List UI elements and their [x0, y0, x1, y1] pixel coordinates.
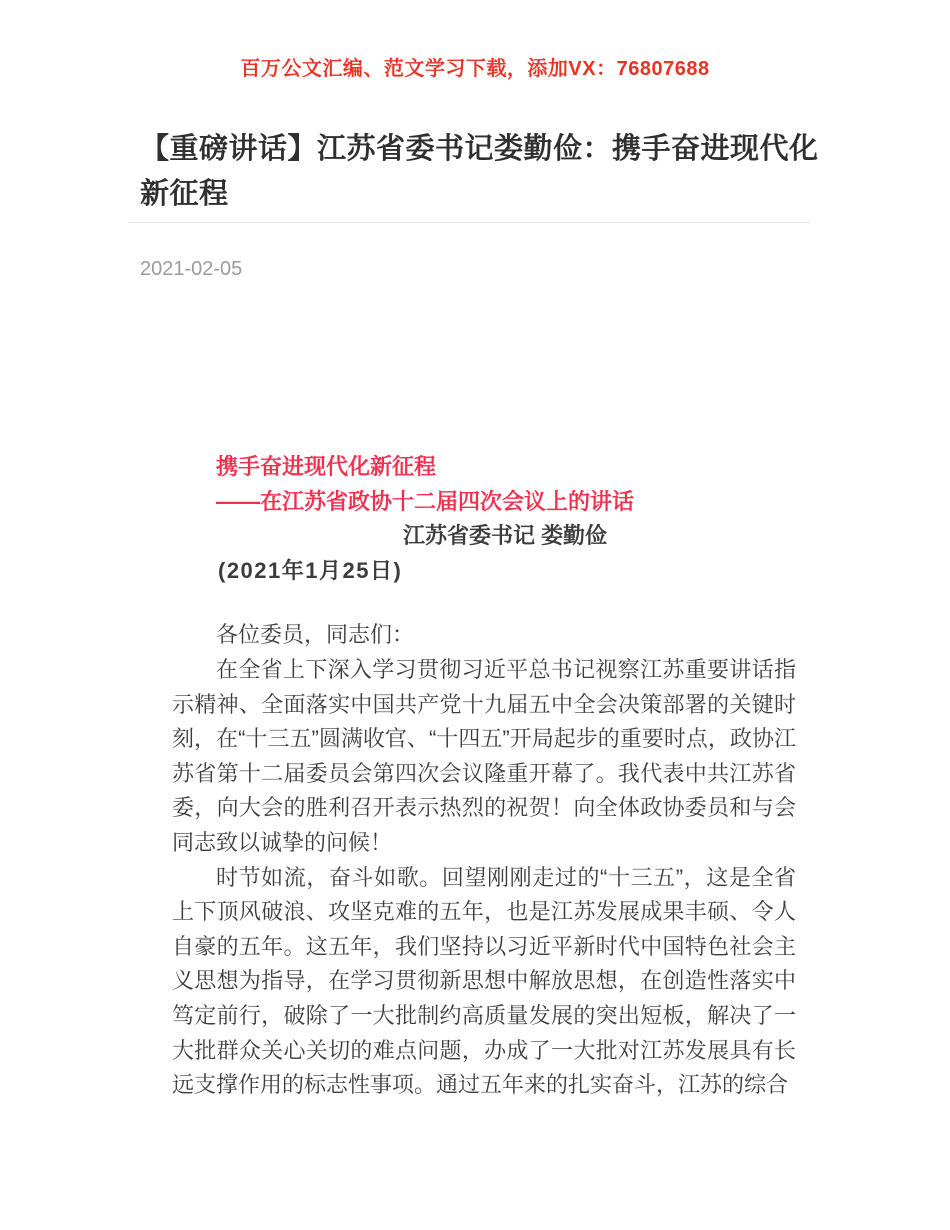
paragraph: 在全省上下深入学习贯彻习近平总书记视察江苏重要讲话指示精神、全面落实中国共产党十九届五中全会决策部署的关键时刻，在“十三五”圆满收官、“十四五”开局起步的重要时点，政协江苏省第十二届委员会第四次会议隆重开幕了。我代表中共江苏省委，向大会的胜利召开表示热烈的祝贺！向全体政协委员和与会同志致以诚挚的问候！: [172, 656, 796, 855]
speech-title: 携手奋进现代化新征程: [216, 454, 437, 479]
paragraph: 时节如流，奋斗如歌。回望刚刚走过的“十三五”，这是全省上下顶风破浪、攻坚克难的五年，也是江苏发展成果丰硕、令人自豪的五年。这五年，我们坚持以习近平新时代中国特色社会主义思想为指导，在学习贯彻新思想中解放思想，在创造性落实中笃定前行，破除了一大批制约高质量发展的突出短板，解决了一大批群众关心关切的难点问题，办成了一大批对江苏发展具有长远支撑作用的标志性事项。通过五年来的扎实奋斗，江苏的综合: [172, 864, 796, 1098]
speech-byline: 江苏省委书记 娄勤俭: [402, 523, 608, 549]
promo-banner-text: 百万公文汇编、范文学习下载，添加VX：76807688: [240, 58, 710, 80]
speech-date: (2021年1月25日): [218, 557, 403, 583]
title-divider: [128, 222, 810, 223]
page-title: 【重磅讲话】江苏省委书记娄勤俭：携手奋进现代化新征程: [140, 133, 819, 210]
paragraph-salutation: 各位委员，同志们：: [216, 622, 415, 648]
article-body: [172, 450, 796, 1103]
publish-date: 2021-02-05: [140, 258, 243, 280]
speech-subtitle: ——在江苏省政协十二届四次会议上的讲话: [216, 488, 635, 514]
